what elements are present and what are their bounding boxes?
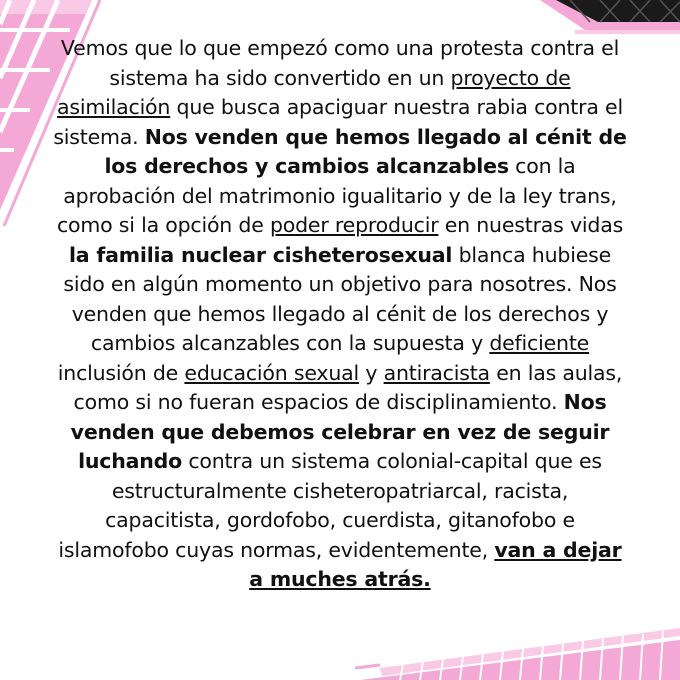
underlined-phrase: antiracista bbox=[383, 360, 490, 385]
closing-phrase-underlined: van a dejar a muches atrás. bbox=[249, 537, 622, 591]
text-segment: blanca hubiese sido en algún momento un objetivo para nosotres. Nos venden que hemos llegado al cénit de los derechos y cambios alcanzables con la supuesta y bbox=[63, 242, 617, 355]
text-segment: Vemos que lo que empezó como una protesta contra el sistema ha sido convertido en un bbox=[60, 36, 620, 90]
text-segment: con la aprobación del matrimonio igualitario y de la ley trans, como si la opción de bbox=[56, 154, 617, 237]
main-text-block bbox=[52, 34, 628, 595]
dark-net-corner-top-right bbox=[540, 0, 680, 34]
text-segment: y bbox=[359, 360, 384, 385]
text-segment: contra un sistema colonial-capital que es estructuralmente cisheteropatriarcal, racista, capacitista, gordofobo, cuerdista, gitanofobo e islamofobo cuyas normas, evidentemente, bbox=[58, 449, 602, 562]
underlined-phrase: proyecto de asimilación bbox=[57, 65, 571, 119]
bold-phrase: Nos venden que hemos llegado al cénit de los derechos y cambios alcanzables bbox=[104, 124, 627, 178]
text-segment: que busca apaciguar nuestra rabia contra el sistema. bbox=[53, 95, 623, 149]
text-segment: en nuestras vidas bbox=[438, 213, 624, 237]
text-segment: en las aulas, como si no fueran espacios de disciplinamiento. bbox=[73, 360, 623, 414]
underlined-phrase: poder reproducir bbox=[269, 213, 439, 237]
underlined-phrase: educación sexual bbox=[184, 360, 359, 385]
text-segment: inclusión de bbox=[57, 360, 185, 385]
underlined-phrase: deficiente bbox=[489, 331, 590, 355]
bold-phrase: Nos venden que debemos celebrar en vez de seguir luchando bbox=[70, 390, 610, 473]
pink-striped-band-bottom bbox=[355, 628, 680, 680]
bold-phrase: la familia nuclear cisheterosexual bbox=[68, 242, 453, 267]
